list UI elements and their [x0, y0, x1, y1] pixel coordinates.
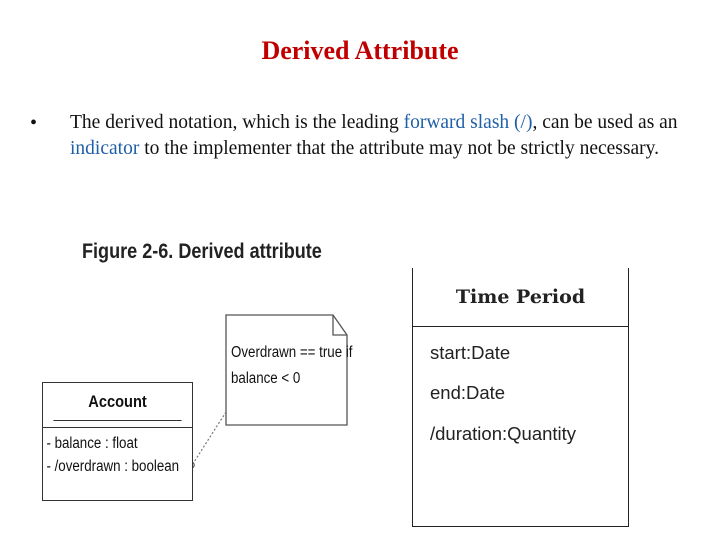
note-anchor-line: [194, 412, 226, 462]
note-line-2: balance < 0: [231, 370, 301, 387]
bullet-part-3: to the implementer that the attribute may not be strictly necessary.: [139, 138, 659, 159]
time-period-class-name: Time Period: [455, 286, 586, 308]
time-period-divider: [412, 326, 629, 327]
figure-caption: Figure 2-6. Derived attribute: [82, 240, 322, 263]
account-attribute: - balance : float: [46, 435, 138, 452]
note-line-1: Overdrawn == true if: [231, 344, 353, 361]
account-class-box: [42, 382, 193, 501]
account-attr-divider: [43, 421, 192, 428]
time-period-attribute: start:Date: [430, 342, 511, 363]
bullet-part-2: , can be used as an: [532, 112, 678, 133]
time-period-attribute: end:Date: [430, 382, 506, 403]
time-period-attribute: /duration:Quantity: [430, 423, 577, 444]
slide-title: Derived Attribute: [261, 36, 459, 65]
highlight-forward-slash: forward slash (/): [403, 112, 533, 133]
highlight-indicator: indicator: [70, 138, 140, 159]
bullet-marker: •: [30, 112, 38, 134]
account-attribute: - /overdrawn : boolean: [46, 458, 180, 475]
bullet-part-1: The derived notation, which is the leading: [70, 112, 404, 133]
account-class-name: Account: [53, 383, 181, 421]
